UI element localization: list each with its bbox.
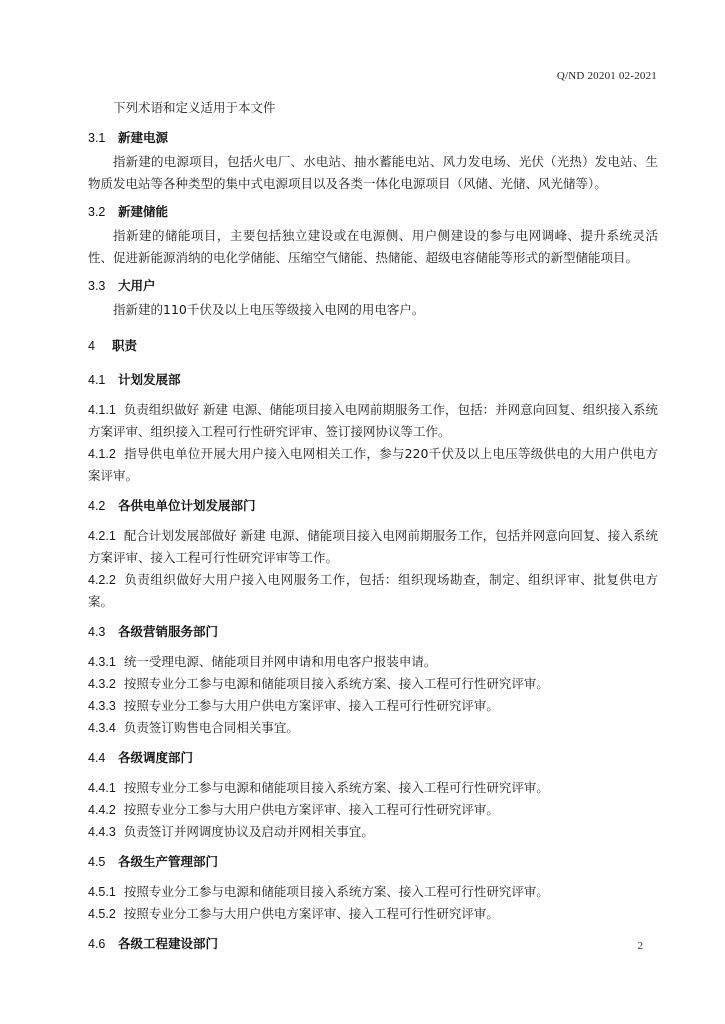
section-title: 各供电单位计划发展部门	[118, 498, 256, 513]
section-number: 4.6	[88, 937, 106, 951]
clause-item	[88, 881, 658, 903]
clause-number: 4.2.1	[88, 529, 116, 543]
clause-text: 按照专业分工参与电源和储能项目接入系统方案、接入工程可行性研究评审。	[123, 884, 549, 899]
section-paragraph-3-1: 指新建的电源项目，包括火电厂、水电站、抽水蓄能电站、风力发电场、光伏（光热）发电站、生物质发电站等各种类型的集中式电源项目以及各类一体化电源项目（风储、光储、风光储等）。	[88, 154, 658, 191]
clause-item	[88, 821, 658, 843]
clause-text: 负责组织做好大用户接入电网服务工作，包括：组织现场勘查，制定、组织评审、批复供电方案。	[88, 572, 658, 609]
clause-number: 4.4.3	[88, 825, 116, 839]
clause-text: 统一受理电源、储能项目并网申请和用电客户报装申请。	[123, 654, 437, 669]
section-heading-4-1	[88, 369, 658, 391]
section-title: 各级调度部门	[118, 750, 194, 765]
clause-text: 按照专业分工参与大用户供电方案评审、接入工程可行性研究评审。	[123, 698, 499, 713]
clause-number: 4.1.1	[88, 403, 116, 417]
clause-text: 按照专业分工参与大用户供电方案评审、接入工程可行性研究评审。	[123, 906, 499, 921]
section-title: 新建电源	[118, 130, 169, 145]
clause-text: 负责签订并网调度协议及启动并网相关事宜。	[123, 824, 374, 839]
clause-text: 按照专业分工参与大用户供电方案评审、接入工程可行性研究评审。	[123, 802, 499, 817]
section-title: 新建储能	[118, 204, 169, 219]
section-number: 4.3	[88, 625, 106, 639]
clause-number: 4.3.1	[88, 655, 116, 669]
section-number: 4.1	[88, 373, 106, 387]
clause-text: 指导供电单位开展大用户接入电网相关工作，参与220千伏及以上电压等级供电的大用户供电方案评审。	[88, 446, 658, 483]
intro-text: 下列术语和定义适用于本文件	[113, 100, 276, 115]
clause-number: 4.3.3	[88, 699, 116, 713]
section-heading-4-5	[88, 851, 658, 873]
clause-number: 4.5.1	[88, 885, 116, 899]
section-title: 职责	[112, 338, 138, 353]
standard-code: Q/ND 20201 02-2021	[556, 70, 657, 82]
section-heading-4-3	[88, 621, 658, 643]
clause-text: 负责组织做好 新建 电源、储能项目接入电网前期服务工作，包括：并网意向回复、组织接入系统方案评审、组织接入工程可行性研究评审、签订接网协议等工作。	[88, 402, 658, 439]
clause-text: 按照专业分工参与电源和储能项目接入系统方案、接入工程可行性研究评审。	[123, 676, 549, 691]
section-heading-4-4	[88, 747, 658, 769]
clause-item	[88, 717, 658, 739]
clause-item	[88, 695, 658, 717]
clause-number: 4.4.1	[88, 781, 116, 795]
clause-text: 负责签订购售电合同相关事宜。	[123, 720, 299, 735]
page-number: 2	[637, 940, 643, 952]
clause-item	[88, 777, 658, 799]
section-number: 4.4	[88, 751, 106, 765]
section-heading-3-2	[88, 201, 658, 223]
section-title: 各级工程建设部门	[118, 936, 219, 951]
clause-item	[88, 651, 658, 673]
section-paragraph-3-2: 指新建的储能项目，主要包括独立建设或在电源侧、用户侧建设的参与电网调峰、提升系统灵活性、促进新能源消纳的电化学储能、压缩空气储能、热储能、超级电容储能等形式的新型储能项目。	[88, 228, 658, 265]
clause-text: 配合计划发展部做好 新建 电源、储能项目接入电网前期服务工作，包括并网意向回复、接入系统方案评审、接入工程可行性研究评审等工作。	[88, 528, 658, 565]
section-title: 各级生产管理部门	[118, 854, 219, 869]
section-heading-4	[88, 335, 658, 357]
section-heading-4-6	[88, 933, 658, 955]
clause-item	[88, 443, 658, 487]
clause-item	[88, 399, 658, 443]
section-number: 3.1	[88, 131, 106, 145]
section-heading-4-2	[88, 495, 658, 517]
clause-number: 4.5.2	[88, 907, 116, 921]
section-number: 4	[88, 339, 95, 353]
clause-number: 4.2.2	[88, 573, 116, 587]
clause-number: 4.3.4	[88, 721, 116, 735]
section-number: 4.2	[88, 499, 106, 513]
section-title: 计划发展部	[118, 372, 181, 387]
clause-item	[88, 525, 658, 569]
clause-number: 4.3.2	[88, 677, 116, 691]
section-heading-3-3	[88, 275, 658, 297]
clause-item	[88, 799, 658, 821]
section-heading-3-1	[88, 127, 658, 149]
section-title: 各级营销服务部门	[118, 624, 219, 639]
document-body	[88, 97, 658, 955]
section-number: 3.2	[88, 205, 106, 219]
clause-text: 按照专业分工参与电源和储能项目接入系统方案、接入工程可行性研究评审。	[123, 780, 549, 795]
section-number: 4.5	[88, 855, 106, 869]
clause-item	[88, 673, 658, 695]
clause-number: 4.1.2	[88, 447, 116, 461]
section-number: 3.3	[88, 279, 106, 293]
section-paragraph-3-3: 指新建的110千伏及以上电压等级接入电网的用电客户。	[113, 302, 425, 317]
clause-item	[88, 903, 658, 925]
clause-item	[88, 569, 658, 613]
section-title: 大用户	[118, 278, 156, 293]
clause-number: 4.4.2	[88, 803, 116, 817]
